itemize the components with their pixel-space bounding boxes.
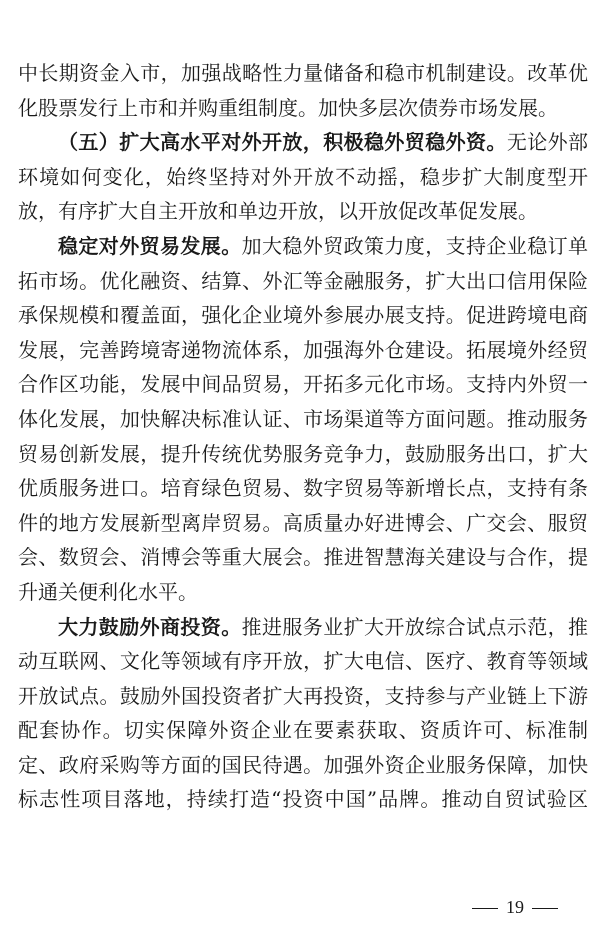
document-body [18, 56, 588, 817]
text-line: 配套协作。切实保障外资企业在要素获取、资质许可、标准制 [18, 718, 588, 743]
text-line: 承保规模和覆盖面，强化企业境外参展办展支持。促进跨境电商 [18, 303, 588, 328]
page-footer [464, 897, 566, 918]
text-line: 贸易创新发展，提升传统优势服务竞争力，鼓励服务出口，扩大 [18, 441, 588, 466]
paragraph [18, 125, 588, 229]
text-line: 会、数贸会、消博会等重大展会。推进智慧海关建设与合作，提 [18, 545, 588, 570]
paragraph [18, 229, 588, 610]
text-line: 升通关便利化水平。 [18, 579, 198, 604]
text-line: 化股票发行上市和并购重组制度。加快多层次债券市场发展。 [18, 95, 558, 120]
footer-dash-right [532, 908, 558, 909]
text-line: 合作区功能，发展中间品贸易，开拓多元化市场。支持内外贸一 [18, 372, 588, 397]
text-run: 推进服务业扩大开放综合试点示范，推 [241, 614, 589, 639]
text-run: 无论外部 [506, 130, 589, 155]
paragraph [18, 56, 588, 125]
subsection-heading: 大力鼓励外商投资。 [58, 614, 242, 639]
text-line: 件的地方发展新型离岸贸易。高质量办好进博会、广交会、服贸 [18, 510, 588, 535]
footer-dash-left [472, 908, 498, 909]
text-line: 发展，完善跨境寄递物流体系，加强海外仓建设。拓展境外经贸 [18, 337, 588, 362]
subsection-heading: 稳定对外贸易发展。 [58, 233, 242, 258]
text-line: 开放试点。鼓励外国投资者扩大再投资，支持参与产业链上下游 [18, 683, 588, 708]
text-line: 定、政府采购等方面的国民待遇。加强外资企业服务保障，加快 [18, 752, 588, 777]
text-line [18, 125, 588, 160]
text-line: 优质服务进口。培育绿色贸易、数字贸易等新增长点，支持有条 [18, 476, 588, 501]
text-line: 标志性项目落地，持续打造“投资中国”品牌。推动自贸试验区 [18, 787, 588, 812]
text-line: 动互联网、文化等领域有序开放，扩大电信、医疗、教育等领域 [18, 649, 588, 674]
text-line: 体化发展，加快解决标准认证、市场渠道等方面问题。推动服务 [18, 406, 588, 431]
text-line: 拓市场。优化融资、结算、外汇等金融服务，扩大出口信用保险 [18, 268, 588, 293]
text-line [18, 229, 588, 264]
paragraph [18, 610, 588, 818]
page-number: 19 [506, 897, 524, 917]
text-line: 放，有序扩大自主开放和单边开放，以开放促改革促发展。 [18, 199, 538, 224]
text-line: 环境如何变化，始终坚持对外开放不动摇，稳步扩大制度型开 [18, 164, 588, 189]
text-line: 中长期资金入市，加强战略性力量储备和稳市机制建设。改革优 [18, 61, 588, 85]
text-run: 加大稳外贸政策力度，支持企业稳订单 [241, 233, 589, 258]
section-heading: （五）扩大高水平对外开放，积极稳外贸稳外资。 [58, 130, 507, 155]
text-line [18, 610, 588, 645]
